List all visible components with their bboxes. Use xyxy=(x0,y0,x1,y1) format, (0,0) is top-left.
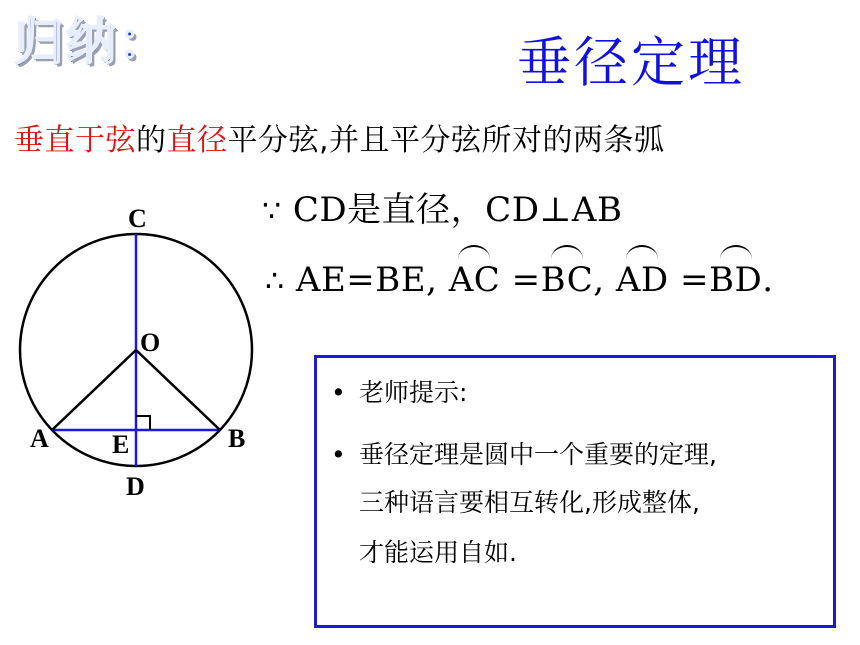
right-angle-mark-icon xyxy=(136,416,150,430)
statement-perpendicular-chord: 垂直于弦 xyxy=(14,123,136,158)
radius-ob xyxy=(136,350,220,430)
arc-bd-label: BD xyxy=(709,260,763,300)
hint-item-body xyxy=(331,432,717,478)
arc-ac-label: AC xyxy=(448,260,501,300)
comma-separator: , xyxy=(593,260,605,300)
because-symbol: ∵ xyxy=(262,194,282,229)
label-c: C xyxy=(128,204,147,233)
hint-body-line-2: 三种语言要相互转化,形成整体, xyxy=(359,488,700,517)
theorem-title: 垂径定理 xyxy=(517,31,745,94)
arc-ad-label: AD xyxy=(615,260,669,300)
bullet-icon: • xyxy=(331,378,346,407)
hint-body-line-3: 才能运用自如. xyxy=(359,538,517,567)
statement-rest: 平分弦,并且平分弦所对的两条弧 xyxy=(227,123,665,158)
statement-diameter: 直径 xyxy=(166,123,228,158)
radius-oa xyxy=(52,350,136,430)
bullet-icon: • xyxy=(331,440,346,469)
label-e: E xyxy=(112,430,130,459)
statement-particle: 的 xyxy=(136,123,167,158)
summary-title: 归纳： xyxy=(14,13,170,71)
label-b: B xyxy=(228,424,246,453)
therefore-symbol: ∴ xyxy=(265,264,285,299)
equals-sign-2: = xyxy=(680,260,709,300)
hint-body-line-1: 垂径定理是圆中一个重要的定理, xyxy=(359,440,717,469)
label-o: O xyxy=(140,328,161,357)
hint-title-text: 老师提示: xyxy=(359,378,468,407)
label-d: D xyxy=(126,472,145,501)
period: . xyxy=(762,260,774,300)
teacher-hint-box xyxy=(314,355,836,628)
label-a: A xyxy=(30,424,49,453)
conclusion-ae-be: AE=BE, xyxy=(295,260,438,300)
hint-item-title xyxy=(331,370,467,416)
given-text: CD是直径，CD⊥AB xyxy=(292,190,623,230)
arc-bc-label: BC xyxy=(540,260,594,300)
equals-sign-1: = xyxy=(511,260,541,300)
